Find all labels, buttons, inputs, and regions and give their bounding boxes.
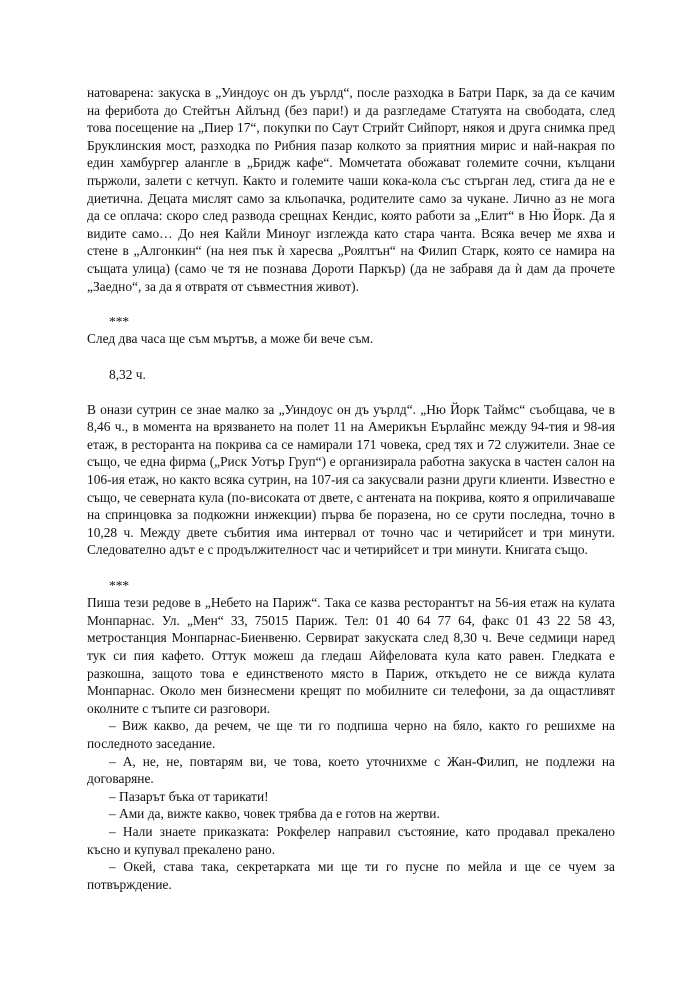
- dialogue-line: – Окей, става така, секретарката ми ще ти го пусне по мейла и ще се чуем за потвърждение.: [87, 859, 615, 892]
- paragraph-short: След два часа ще съм мъртъв, а може би вече съм.: [87, 331, 374, 347]
- time-heading: 8,32 ч.: [109, 366, 146, 382]
- blank-line: [87, 559, 615, 577]
- page-text: [87, 84, 615, 893]
- paragraph-continued: натоварена: закуска в „Уиндоус он дъ уърлд“, после разходка в Батри Парк, за да се качим на фериботa до Стейтън Айлънд (без пари!) и да разгледаме Статуята на свободата, след това посещение на „Пиер 17“, покупки по Саут Стрийт Сийпорт, някоя и друга снимка пред Бруклинския мост, разходка по Рибния пазар колкото за приятния мирис и най-накрая по един хамбургер алангле в „Бридж кафе“. Момчетата обожават големите сочни, кълцани пържоли, залети с кетчуп. Както и големите чаши кока-кола със стърган лед, стига да не е диетична. Децата мислят само за кльопачка, родителите само за чукане. Лично аз не мога да се оплача: скоро след развода срещнах Кендис, която работи за „Елит“ в Ню Йорк. Да я видите само… До нея Кайли Миноуг изглежда като стара чанта. Всяка вечер ме яхва и стене в „Алгонкин“ (на нея пък ѝ харесва „Роялтън“ на Филип Старк, която се намира на същата улица) (само че тя не познава Дороти Паркър) (да не забравя да ѝ дам да прочете „Заедно“, за да я отвратя от съвместния живот).: [87, 85, 615, 294]
- paragraph-paris: Пиша тези редове в „Небето на Париж“. Така се казва ресторантът на 56-ия етаж на кулата Монпарнас. Ул. „Мен“ 33, 75015 Париж. Тел: 01 40 64 77 64, факс 01 43 22 58 43, метростанция Монпарнас-Биенвеню. Сервират закуската след 8,30 ч. Вече седмици наред тук си пия кафето. Оттук можеш да гледаш Айфеловата кула като равен. Гледката е разкошна, защото това е единственото място в Париж, откъдето не се вижда кулата Монпарнас. Около мен бизнесмени крещят по мобилните си телефони, за да ощастливят околните с тъпите си разговори.: [87, 595, 615, 716]
- dialogue-line: – Виж какво, да речем, че ще ти го подпиша черно на бяло, както го решихме на последното заседание.: [87, 718, 615, 751]
- dialogue-line: – А, не, не, повтарям ви, че това, което уточнихме с Жан-Филип, не подлежи на договаряне.: [87, 753, 615, 787]
- dialogue-line: – Нали знаете приказката: Рокфелер направил състояние, като продавал прекалено късно и купувал прекалено рано.: [87, 823, 615, 857]
- blank-line: [87, 295, 615, 313]
- section-separator: ***: [109, 577, 130, 593]
- blank-line: [87, 348, 615, 366]
- blank-line: [87, 383, 615, 401]
- paragraph-new-york-times: В онази сутрин се знае малко за „Уиндоус он дъ уърлд“. „Ню Йорк Таймс“ съобщава, че в 8,46 ч., в момента на врязването на полет 11 на Америкън Еърлайнс между 94-тия и 98-ия етаж, в ресторанта на покрива са се намирали 171 човека, сред тях и 72 служители. Знае се също, че една фирма („Риск Уотър Груп“) е организирала работна закуска в частен салон на 106-ия етаж, но както всяка сутрин, на 107-ия са закусвали разни други клиенти. Известно е също, че северната кула (по-високата от двете, с антената на покрива, която я оприличаваше на спринцовка за подкожни инжекции) първа бе поразена, но се срути последна, точно в 10,28 ч. Между двете събития има интервал от точно час и четирийсет и три минути. Следователно адът е с продължителност час и четирийсет и три минути. Книгата също.: [87, 401, 615, 558]
- section-separator: ***: [109, 313, 130, 329]
- dialogue-line: – Ами да, вижте какво, човек трябва да е готов на жертви.: [109, 806, 440, 822]
- dialogue-line: – Пазарът бъка от тарикати!: [109, 788, 269, 804]
